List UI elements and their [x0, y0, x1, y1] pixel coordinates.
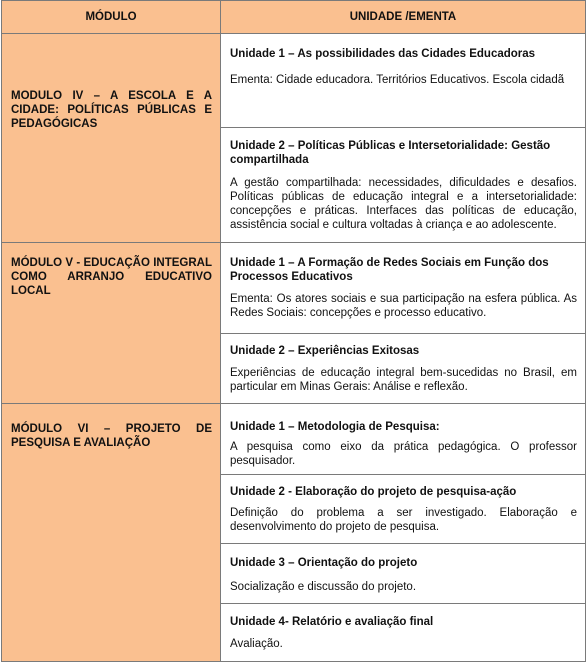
module-cell	[2, 34, 221, 243]
curriculum-table	[1, 0, 586, 662]
unit-title: Unidade 1 – Metodologia de Pesquisa:	[230, 421, 440, 433]
unit-title: Unidade 2 – Experiências Exitosas	[230, 345, 420, 357]
table-row	[2, 34, 586, 128]
header-row	[2, 1, 586, 34]
unit-description: A pesquisa como eixo da prática pedagógica. O professor pesquisador.	[230, 441, 577, 467]
unit-cell	[221, 404, 586, 475]
unit-title: Unidade 3 – Orientação do projeto	[230, 557, 418, 569]
unit-title: Unidade 1 – As possibilidades das Cidades Educadoras	[230, 48, 536, 60]
module-cell	[2, 243, 221, 404]
table-row	[2, 404, 586, 475]
unit-description: Experiências de educação integral bem-sucedidas no Brasil, em particular em Minas Gerais: Análise e reflexão.	[230, 367, 577, 393]
unit-description: Avaliação.	[230, 638, 283, 650]
unit-cell	[221, 544, 586, 604]
unit-title: Unidade 4- Relatório e avaliação final	[230, 616, 434, 628]
unit-title: Unidade 1 – A Formação de Redes Sociais em Função dos Processos Educativos	[230, 257, 549, 283]
unit-title: Unidade 2 - Elaboração do projeto de pesquisa-ação	[230, 486, 517, 498]
header-module: MÓDULO	[2, 1, 221, 34]
module-title: MÓDULO V - EDUCAÇÃO INTEGRAL COMO ARRANJO EDUCATIVO LOCAL	[11, 257, 212, 297]
module-cell	[2, 404, 221, 662]
unit-description: A gestão compartilhada: necessidades, dificuldades e desafios. Políticas públicas de educação integral e a intersetorialidade: concepções e práticas. Interfaces das políticas de educação, assistência social e cultura voltadas à criança e ao adolescente.	[230, 177, 577, 231]
unit-cell	[221, 128, 586, 243]
unit-description: Ementa: Os atores sociais e sua participação na esfera pública. As Redes Sociais: concepções e processo educativo.	[230, 293, 577, 319]
module-title: MODULO IV – A ESCOLA E A CIDADE: POLÍTICAS PÚBLICAS E PEDAGÓGICAS	[11, 90, 212, 130]
header-unit-ementa: UNIDADE /EMENTA	[221, 1, 586, 34]
unit-cell	[221, 475, 586, 544]
unit-cell	[221, 604, 586, 662]
unit-cell	[221, 334, 586, 404]
unit-title: Unidade 2 – Políticas Públicas e Intersetorialidade: Gestão compartilhada	[230, 140, 551, 166]
module-title: MÓDULO VI – PROJETO DE PESQUISA E AVALIAÇÃO	[11, 423, 212, 449]
table-row	[2, 243, 586, 334]
unit-description: Ementa: Cidade educadora. Territórios Educativos. Escola cidadã	[230, 74, 565, 86]
unit-description: Definição do problema a ser investigado. Elaboração e desenvolvimento do projeto de pesquisa.	[230, 507, 577, 533]
unit-description: Socialização e discussão do projeto.	[230, 581, 417, 593]
unit-cell	[221, 34, 586, 128]
unit-cell	[221, 243, 586, 334]
